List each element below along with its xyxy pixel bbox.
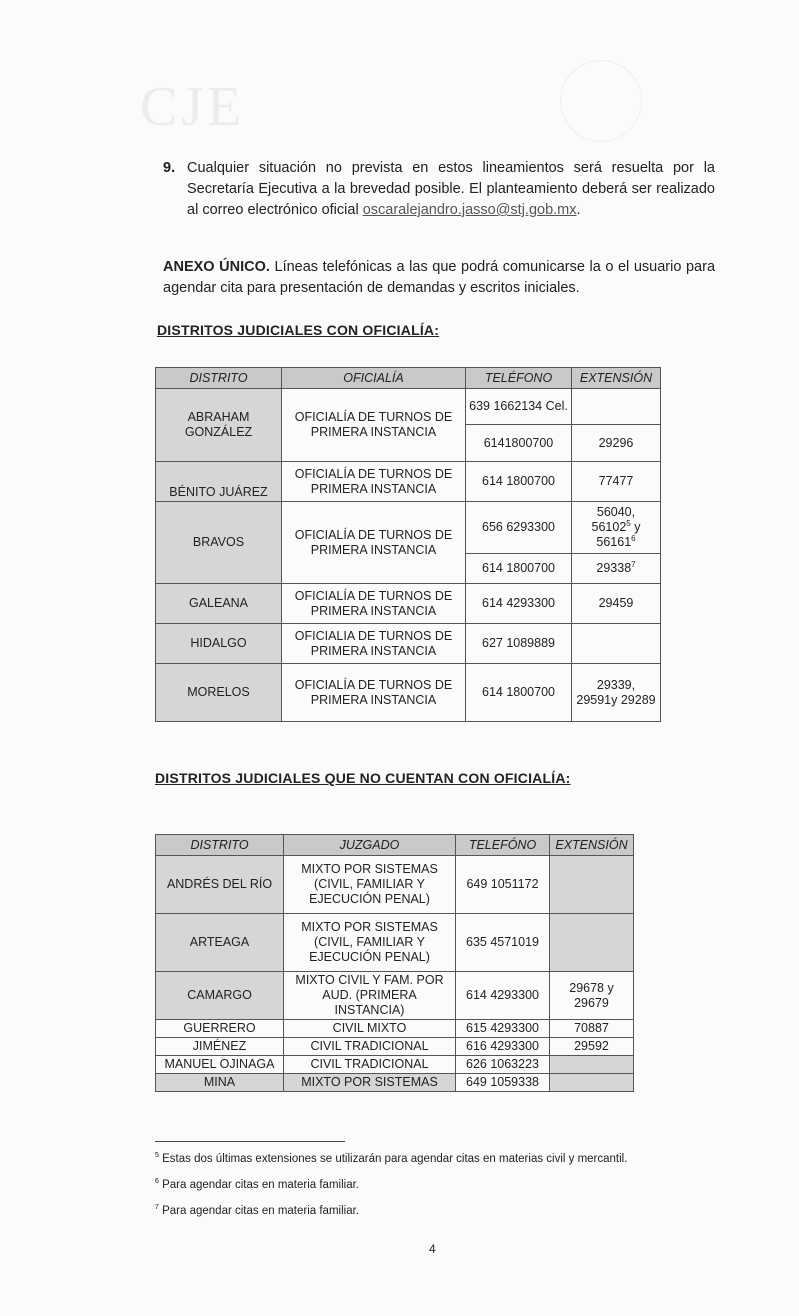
footnote — [155, 1152, 627, 1166]
ext-part: 29338 — [596, 561, 632, 575]
table-con-oficialia — [155, 367, 661, 722]
ext-part: 56040, — [596, 505, 636, 519]
footnote-ref: 6 — [631, 533, 636, 543]
cell-telefono: 614 1800700 — [466, 664, 572, 722]
cell-oficialia: OFICIALÍA DE TURNOS DE PRIMERA INSTANCIA — [282, 462, 466, 502]
cell-oficialia: OFICIALÍA DE TURNOS DE PRIMERA INSTANCIA — [282, 389, 466, 462]
cell-extension — [572, 554, 661, 584]
cell-telefono: 635 4571019 — [456, 914, 550, 972]
table-row — [156, 1038, 634, 1056]
cell-telefono: 649 1059338 — [456, 1074, 550, 1092]
cell-distrito: MORELOS — [156, 664, 282, 722]
cell-telefono: 614 4293300 — [466, 584, 572, 624]
cell-oficialia: OFICIALIA DE TURNOS DE PRIMERA INSTANCIA — [282, 624, 466, 664]
item-9-paragraph — [163, 158, 715, 221]
cell-distrito: HIDALGO — [156, 624, 282, 664]
cell-distrito: JIMÉNEZ — [156, 1038, 284, 1056]
table-sin-oficialia — [155, 834, 634, 1092]
cell-extension: 70887 — [550, 1020, 634, 1038]
cell-telefono: 627 1089889 — [466, 624, 572, 664]
cell-oficialia: OFICIALÍA DE TURNOS DE PRIMERA INSTANCIA — [282, 664, 466, 722]
table-row — [156, 914, 634, 972]
ext-part: 56161 — [596, 535, 632, 549]
cell-telefono: 649 1051172 — [456, 856, 550, 914]
cell-extension: 29459 — [572, 584, 661, 624]
cell-distrito: BÉNITO JUÁREZ — [156, 462, 282, 502]
table-row — [156, 856, 634, 914]
cell-distrito: GALEANA — [156, 584, 282, 624]
footnote-mark: 5 — [155, 1152, 159, 1160]
cell-distrito: ABRAHAM GONZÁLEZ — [156, 389, 282, 462]
table-row — [156, 1056, 634, 1074]
cell-oficialia: OFICIALÍA DE TURNOS DE PRIMERA INSTANCIA — [282, 584, 466, 624]
table-row — [156, 584, 661, 624]
item-9-text: Cualquier situación no prevista en estos lineamientos será resuelta por la Secretaría Ejecutiva a la brevedad posible. El planteamiento deberá ser realizado al correo electrónico oficial — [187, 160, 715, 218]
header-distrito: DISTRITO — [156, 835, 284, 856]
header-extension: EXTENSIÓN — [550, 835, 634, 856]
cell-extension — [572, 389, 661, 425]
footnote-text: Estas dos últimas extensiones se utilizarán para agendar citas en materias civil y mercantil. — [162, 1153, 628, 1165]
anexo-paragraph — [163, 257, 715, 299]
cell-extension: 29339, 29591y 29289 — [572, 664, 661, 722]
cell-distrito: ARTEAGA — [156, 914, 284, 972]
cell-extension: 77477 — [572, 462, 661, 502]
footnote — [155, 1204, 359, 1218]
table-row — [156, 972, 634, 1020]
cell-extension: 29592 — [550, 1038, 634, 1056]
footnote-mark: 7 — [155, 1204, 159, 1212]
cell-extension — [572, 502, 661, 554]
header-oficialia: OFICIALÍA — [282, 368, 466, 389]
table-row — [156, 664, 661, 722]
cell-telefono: 626 1063223 — [456, 1056, 550, 1074]
cell-distrito: BRAVOS — [156, 502, 282, 584]
header-telefono: TELÉFONO — [466, 368, 572, 389]
table-row — [156, 389, 661, 425]
footnote-ref: 7 — [631, 559, 636, 569]
cell-extension — [550, 914, 634, 972]
item-9-end: . — [576, 202, 581, 218]
watermark-logo: CJE — [140, 76, 246, 138]
header-distrito: DISTRITO — [156, 368, 282, 389]
cell-juzgado: MIXTO POR SISTEMAS — [284, 1074, 456, 1092]
footnote-mark: 6 — [155, 1178, 159, 1186]
cell-distrito: GUERRERO — [156, 1020, 284, 1038]
page-number: 4 — [429, 1242, 436, 1256]
cell-telefono: 6141800700 — [466, 425, 572, 462]
footnote-ref: 5 — [626, 518, 631, 528]
table-header-row — [156, 835, 634, 856]
item-number: 9. — [163, 160, 176, 176]
cell-extension — [550, 856, 634, 914]
ext-part: y — [630, 520, 641, 534]
cell-distrito: MINA — [156, 1074, 284, 1092]
table-header-row — [156, 368, 661, 389]
cell-juzgado: MIXTO POR SISTEMAS (CIVIL, FAMILIAR Y EJECUCIÓN PENAL) — [284, 914, 456, 972]
cell-juzgado: CIVIL TRADICIONAL — [284, 1056, 456, 1074]
cell-telefono: 639 1662134 Cel. — [466, 389, 572, 425]
cell-telefono: 616 4293300 — [456, 1038, 550, 1056]
cell-extension — [572, 624, 661, 664]
cell-juzgado: MIXTO POR SISTEMAS (CIVIL, FAMILIAR Y EJECUCIÓN PENAL) — [284, 856, 456, 914]
footnote-separator — [155, 1141, 345, 1142]
ext-part: 56102 — [591, 520, 627, 534]
cell-extension — [550, 1056, 634, 1074]
footnote-text: Para agendar citas en materia familiar. — [162, 1205, 359, 1217]
header-extension: EXTENSIÓN — [572, 368, 661, 389]
cell-distrito: ANDRÉS DEL RÍO — [156, 856, 284, 914]
table-row — [156, 1074, 634, 1092]
cell-juzgado: CIVIL TRADICIONAL — [284, 1038, 456, 1056]
cell-extension: 29678 y 29679 — [550, 972, 634, 1020]
cell-oficialia: OFICIALÍA DE TURNOS DE PRIMERA INSTANCIA — [282, 502, 466, 584]
cell-telefono: 656 6293300 — [466, 502, 572, 554]
cell-distrito: CAMARGO — [156, 972, 284, 1020]
cell-juzgado: CIVIL MIXTO — [284, 1020, 456, 1038]
section-heading-con-oficialia: DISTRITOS JUDICIALES CON OFICIALÍA: — [157, 322, 440, 338]
cell-extension: 29296 — [572, 425, 661, 462]
cell-juzgado: MIXTO CIVIL Y FAM. POR AUD. (PRIMERA INSTANCIA) — [284, 972, 456, 1020]
cell-telefono: 615 4293300 — [456, 1020, 550, 1038]
cell-telefono: 614 1800700 — [466, 462, 572, 502]
cell-telefono: 614 4293300 — [456, 972, 550, 1020]
cell-telefono: 614 1800700 — [466, 554, 572, 584]
cell-extension — [550, 1074, 634, 1092]
table-row — [156, 502, 661, 554]
footnote-text: Para agendar citas en materia familiar. — [162, 1179, 359, 1191]
cell-distrito: MANUEL OJINAGA — [156, 1056, 284, 1074]
seal-watermark — [560, 60, 642, 142]
email-link[interactable]: oscaralejandro.jasso@stj.gob.mx — [362, 202, 577, 218]
table-row — [156, 462, 661, 502]
header-juzgado: JUZGADO — [284, 835, 456, 856]
anexo-text: Líneas telefónicas a las que podrá comunicarse la o el usuario para agendar cita para presentación de demandas y escritos iniciales. — [163, 259, 716, 296]
section-heading-sin-oficialia: DISTRITOS JUDICIALES QUE NO CUENTAN CON OFICIALÍA: — [155, 770, 571, 786]
anexo-label: ANEXO ÚNICO. — [163, 259, 270, 275]
header-telefono: TELEFÓNO — [456, 835, 550, 856]
table-row — [156, 624, 661, 664]
footnote — [155, 1178, 359, 1192]
table-row — [156, 1020, 634, 1038]
